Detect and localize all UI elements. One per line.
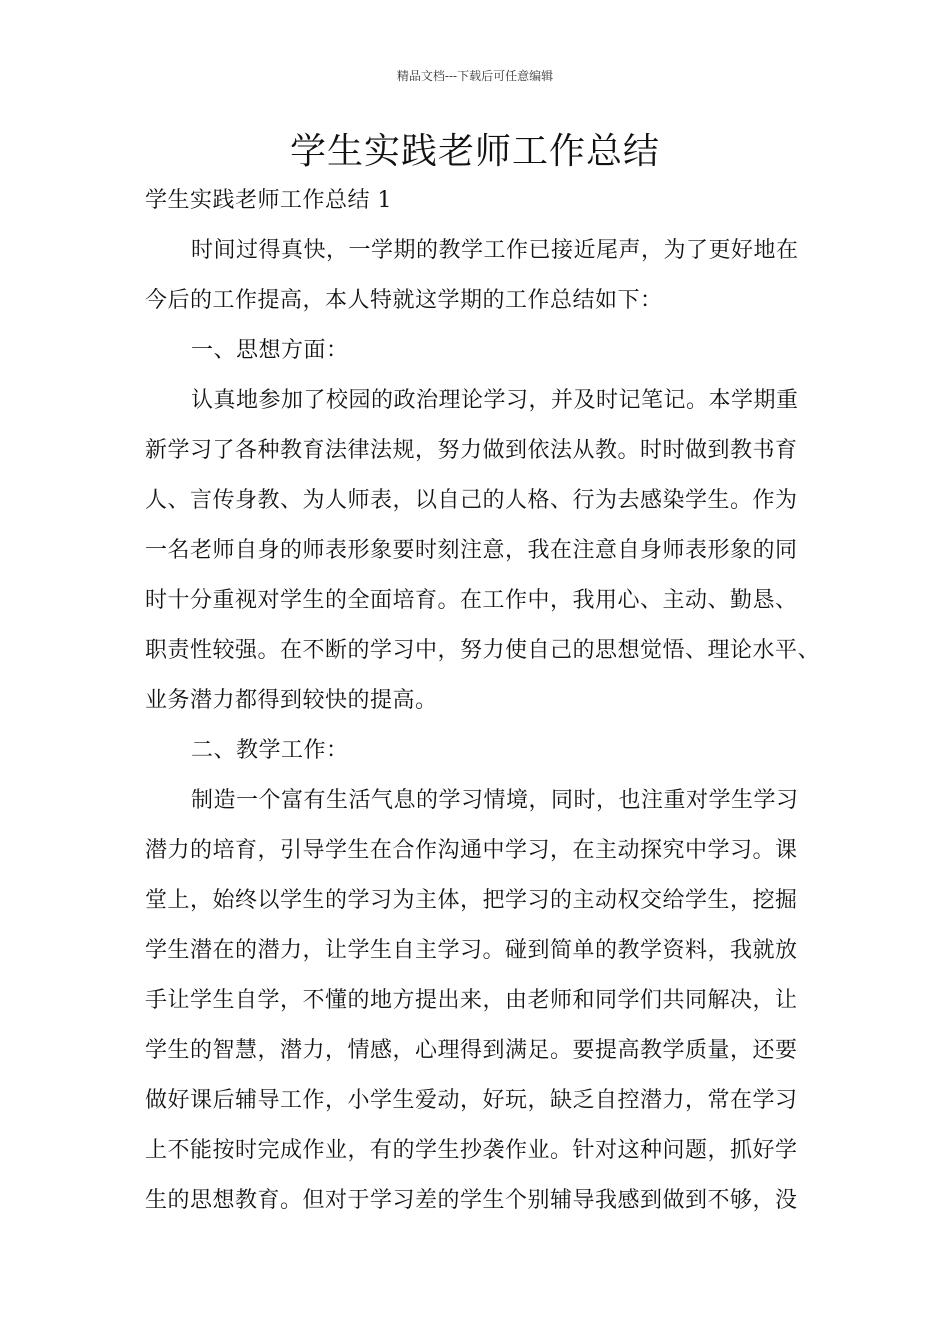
text-line: 上不能按时完成作业，有的学生抄袭作业。针对这种问题，抓好学 xyxy=(145,1138,798,1163)
document-title: 学生实践老师工作总结 xyxy=(289,131,660,172)
text-line: 认真地参加了校园的政治理论学习，并及时记笔记。本学期重 xyxy=(191,388,799,413)
text-line: 学生实践老师工作总结 1 xyxy=(145,188,392,213)
section-heading: 一、思想方面： xyxy=(191,338,349,363)
text-line: 一名老师自身的师表形象要时刻注意，我在注意自身师表形象的同 xyxy=(145,538,798,563)
text-line: 堂上，始终以学生的学习为主体，把学习的主动权交给学生，挖掘 xyxy=(145,888,798,913)
text-line: 业务潜力都得到较快的提高。 xyxy=(145,688,438,713)
text-line: 手让学生自学，不懂的地方提出来，由老师和同学们共同解决，让 xyxy=(145,988,798,1013)
text-line: 学生的智慧，潜力，情感，心理得到满足。要提高教学质量，还要 xyxy=(145,1038,798,1063)
text-line: 新学习了各种教育法律法规，努力做到依法从教。时时做到教书育 xyxy=(145,438,798,463)
text-line: 做好课后辅导工作，小学生爱动，好玩，缺乏自控潜力，常在学习 xyxy=(145,1088,798,1113)
text-line: 时十分重视对学生的全面培育。在工作中，我用心、主动、勤恳、 xyxy=(145,588,798,613)
text-line: 时间过得真快，一学期的教学工作已接近尾声，为了更好地在 xyxy=(191,238,799,263)
text-line: 潜力的培育，引导学生在合作沟通中学习，在主动探究中学习。课 xyxy=(145,838,798,863)
text-line: 生的思想教育。但对于学习差的学生个别辅导我感到做到不够，没 xyxy=(145,1188,798,1213)
text-line: 今后的工作提高，本人特就这学期的工作总结如下： xyxy=(145,288,663,313)
text-line: 职责性较强。在不断的学习中，努力使自己的思想觉悟、理论水平、 xyxy=(145,638,821,663)
document-body xyxy=(145,176,825,1226)
text-line: 学生潜在的潜力，让学生自主学习。碰到简单的教学资料，我就放 xyxy=(145,938,798,963)
text-line: 人、言传身教、为人师表，以自己的人格、行为去感染学生。作为 xyxy=(145,488,798,513)
header-note: 精品文档---下载后可任意编辑 xyxy=(396,69,554,83)
section-heading: 二、教学工作： xyxy=(191,738,349,763)
text-line: 制造一个富有生活气息的学习情境，同时，也注重对学生学习 xyxy=(191,788,799,813)
